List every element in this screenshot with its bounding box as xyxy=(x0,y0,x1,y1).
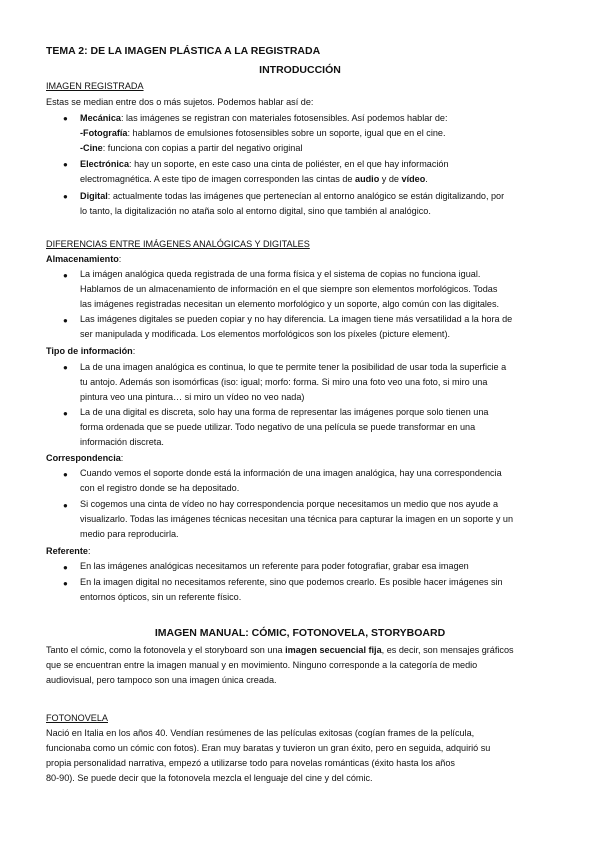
bullet-icon: ● xyxy=(63,160,68,169)
list-item-text: Si cogemos una cinta de vídeo no hay correspondencia porque necesitamos un medio que nos ayude a xyxy=(80,499,499,509)
paragraph-line: audiovisual, pero tampoco son una imagen única creada. xyxy=(46,675,277,685)
list-item-mecanica: Mecánica: las imágenes se registran con materiales fotosensibles. Así podemos hablar de: xyxy=(80,113,448,123)
list-item-text: visualizarlo. Todas las imágenes técnicas necesitan una técnica para capturar la imagen en un soporte y un xyxy=(80,514,514,524)
list-item-text: En la imagen digital no necesitamos referente, sino que podemos crearlo. Es posible hacer imágenes sin xyxy=(80,577,503,587)
paragraph-line: Nació en Italia en los años 40. Vendían resúmenes de las películas exitosas (cogían frames de la película, xyxy=(46,728,475,738)
section-heading-diferencias: DIFERENCIAS ENTRE IMÁGENES ANALÓGICAS Y DIGITALES xyxy=(46,239,310,249)
list-item-electronica: Electrónica: hay un soporte, en este caso una cinta de poliéster, en el que hay información xyxy=(80,159,449,169)
bullet-icon: ● xyxy=(63,316,68,325)
bullet-icon: ● xyxy=(63,363,68,372)
document-title: TEMA 2: DE LA IMAGEN PLÁSTICA A LA REGISTRADA xyxy=(46,45,321,57)
list-item-text: tu antojo. Además son isomórficas (iso: igual; morfo: forma. Si miro una foto veo una foto, si miro una xyxy=(80,377,488,387)
bullet-icon: ● xyxy=(63,192,68,201)
bullet-icon: ● xyxy=(63,501,68,510)
label-almacenamiento: Almacenamiento: xyxy=(46,254,122,264)
list-item-text: con el registro donde se ha depositado. xyxy=(80,483,240,493)
paragraph-line: 80-90). Se puede decir que la fotonovela mezcla el lenguaje del cine y del cómic. xyxy=(46,773,373,783)
document-subtitle: INTRODUCCIÓN xyxy=(259,64,341,76)
list-item-text: La de una digital es discreta, solo hay una forma de representar las imágenes porque solo tienen una xyxy=(80,407,489,417)
label-referente: Referente: xyxy=(46,546,91,556)
list-item-text: información discreta. xyxy=(80,437,164,447)
paragraph-line: que se encuentran entre la imagen manual y en movimiento. Ninguno corresponde a la categoría de medio xyxy=(46,660,478,670)
list-item-text: La imágen analógica queda registrada de una forma física y el sistema de copias no funciona igual. xyxy=(80,269,481,279)
label-tipo-informacion: Tipo de información: xyxy=(46,346,136,356)
label-correspondencia: Correspondencia: xyxy=(46,453,124,463)
list-subitem-cine: -Cine: funciona con copias a partir del negativo original xyxy=(80,143,303,153)
list-item-text: ser manipulada y modificada. Los elementos morfológicos son los píxeles (picture element). xyxy=(80,329,450,339)
section-heading-fotonovela: FOTONOVELA xyxy=(46,713,108,723)
bullet-icon: ● xyxy=(63,579,68,588)
paragraph-intro: Estas se median entre dos o más sujetos. Podemos hablar así de: xyxy=(46,97,314,107)
list-item-digital: Digital: actualmente todas las imágenes que pertenecían al entorno analógico se están digitalizando, por xyxy=(80,191,505,201)
list-item-text: Las imágenes digitales se pueden copiar y no hay diferencia. La imagen tiene más versatilidad a la hora de xyxy=(80,314,513,324)
bullet-icon: ● xyxy=(63,271,68,280)
paragraph-line: propia personalidad narrativa, empezó a utilizarse todo para novelas románticas (éxito hasta los años xyxy=(46,758,455,768)
paragraph-line: Tanto el cómic, como la fotonovela y el storyboard son una imagen secuencial fija, es decir, son mensajes gráficos xyxy=(46,645,514,655)
section-title-imagen-manual: IMAGEN MANUAL: CÓMIC, FOTONOVELA, STORYBOARD xyxy=(154,627,446,639)
list-item-digital-cont: lo tanto, la digitalización no ataña solo al entorno digital, sino que también al analógico. xyxy=(80,206,431,216)
bullet-icon: ● xyxy=(63,470,68,479)
section-heading-imagen-registrada: IMAGEN REGISTRADA xyxy=(46,81,144,91)
list-item-text: Hablamos de un almacenamiento de información en el que siempre son elementos morfológicos. Todas xyxy=(80,284,498,294)
list-item-text: forma ordenada que se puede utilizar. Todo negativo de una película se puede transformar en una xyxy=(80,422,476,432)
list-item-text: La de una imagen analógica es continua, lo que te permite tener la posibilidad de usar toda la superficie a xyxy=(80,362,507,372)
list-item-text: medio para reproducirla. xyxy=(80,529,179,539)
bullet-icon: ● xyxy=(63,409,68,418)
bullet-icon: ● xyxy=(63,114,68,123)
list-item-text: las imágenes registradas necesitan un elemento morfológico y un soporte, algo común con las digitales. xyxy=(80,299,500,309)
list-item-text: En las imágenes analógicas necesitamos un referente para poder fotografiar, grabar esa imagen xyxy=(80,561,469,571)
list-item-text: entornos ópticos, sin un referente físico. xyxy=(80,592,242,602)
list-subitem-fotografia: -Fotografía: hablamos de emulsiones fotosensibles sobre un soporte, igual que en el cine. xyxy=(80,128,446,138)
bullet-icon: ● xyxy=(63,563,68,572)
list-item-electronica-cont: electromagnética. A este tipo de imagen corresponden las cintas de audio y de vídeo. xyxy=(80,174,428,184)
paragraph-line: funcionaba como un cómic con fotos). Eran muy baratas y tuvieron un gran éxito, pero en seguida, adquirió su xyxy=(46,743,491,753)
list-item-text: pintura veo una pintura… si miro un vídeo no veo nada) xyxy=(80,392,305,402)
list-item-text: Cuando vemos el soporte donde está la información de una imagen analógica, hay una correspondencia xyxy=(80,468,502,478)
